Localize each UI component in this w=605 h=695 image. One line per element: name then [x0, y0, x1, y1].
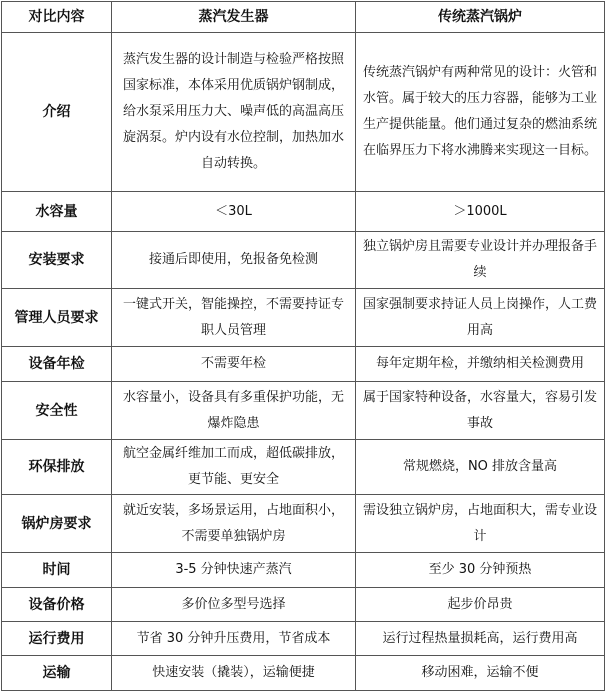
table-row — [2, 553, 605, 588]
traditional-boiler-cell: 移动困难，运输不便 — [356, 656, 605, 691]
header-row — [2, 2, 605, 33]
table-row — [2, 232, 605, 289]
row-label: 安装要求 — [2, 232, 112, 289]
traditional-boiler-cell: 属于国家特种设备，水容量大，容易引发事故 — [356, 382, 605, 440]
traditional-boiler-cell: 独立锅炉房且需要专业设计并办理报备手续 — [356, 232, 605, 289]
table-row — [2, 622, 605, 656]
traditional-boiler-cell: 起步价昂贵 — [356, 588, 605, 622]
row-label: 水容量 — [2, 192, 112, 232]
steam-generator-cell: 水容量小，设备具有多重保护功能，无爆炸隐患 — [112, 382, 356, 440]
table-row — [2, 656, 605, 691]
traditional-boiler-cell: 常规燃烧，NO 排放含量高 — [356, 440, 605, 495]
table-row — [2, 440, 605, 495]
steam-generator-cell: 多价位多型号选择 — [112, 588, 356, 622]
row-label: 环保排放 — [2, 440, 112, 495]
steam-generator-cell: 3-5 分钟快速产蒸汽 — [112, 553, 356, 588]
traditional-boiler-cell: 每年定期年检，并缴纳相关检测费用 — [356, 347, 605, 382]
traditional-boiler-cell: 国家强制要求持证人员上岗操作，人工费用高 — [356, 289, 605, 347]
header-criteria: 对比内容 — [2, 2, 112, 33]
row-label: 设备年检 — [2, 347, 112, 382]
row-label: 运输 — [2, 656, 112, 691]
header-traditional-boiler: 传统蒸汽锅炉 — [356, 2, 605, 33]
comparison-table — [1, 1, 605, 691]
row-label: 管理人员要求 — [2, 289, 112, 347]
table-row — [2, 347, 605, 382]
steam-generator-cell: 不需要年检 — [112, 347, 356, 382]
table-row — [2, 289, 605, 347]
row-label: 时间 — [2, 553, 112, 588]
traditional-boiler-cell: ＞1000L — [356, 192, 605, 232]
steam-generator-cell: 快速安装（撬装），运输便捷 — [112, 656, 356, 691]
row-label: 设备价格 — [2, 588, 112, 622]
table-row — [2, 33, 605, 192]
steam-generator-cell: 节省 30 分钟升压费用，节省成本 — [112, 622, 356, 656]
steam-generator-cell: 接通后即使用，免报备免检测 — [112, 232, 356, 289]
table-row — [2, 588, 605, 622]
traditional-boiler-cell: 运行过程热量损耗高，运行费用高 — [356, 622, 605, 656]
row-label: 介绍 — [2, 33, 112, 192]
row-label: 运行费用 — [2, 622, 112, 656]
table-row — [2, 382, 605, 440]
steam-generator-cell: 蒸汽发生器的设计制造与检验严格按照国家标准，本体采用优质锅炉钢制成，给水泵采用压力大、噪声低的高温高压旋涡泵。炉内设有水位控制，加热加水自动转换。 — [112, 33, 356, 192]
table-row — [2, 495, 605, 553]
traditional-boiler-cell: 至少 30 分钟预热 — [356, 553, 605, 588]
row-label: 安全性 — [2, 382, 112, 440]
traditional-boiler-cell: 传统蒸汽锅炉有两种常见的设计：火管和水管。属于较大的压力容器，能够为工业生产提供能量。他们通过复杂的燃油系统在临界压力下将水沸腾来实现这一目标。 — [356, 33, 605, 192]
steam-generator-cell: 航空金属纤维加工而成，超低碳排放，更节能、更安全 — [112, 440, 356, 495]
header-steam-generator: 蒸汽发生器 — [112, 2, 356, 33]
table-row — [2, 192, 605, 232]
steam-generator-cell: ＜30L — [112, 192, 356, 232]
row-label: 锅炉房要求 — [2, 495, 112, 553]
steam-generator-cell: 就近安装，多场景运用，占地面积小，不需要单独锅炉房 — [112, 495, 356, 553]
steam-generator-cell: 一键式开关，智能操控，不需要持证专职人员管理 — [112, 289, 356, 347]
traditional-boiler-cell: 需设独立锅炉房，占地面积大，需专业设计 — [356, 495, 605, 553]
